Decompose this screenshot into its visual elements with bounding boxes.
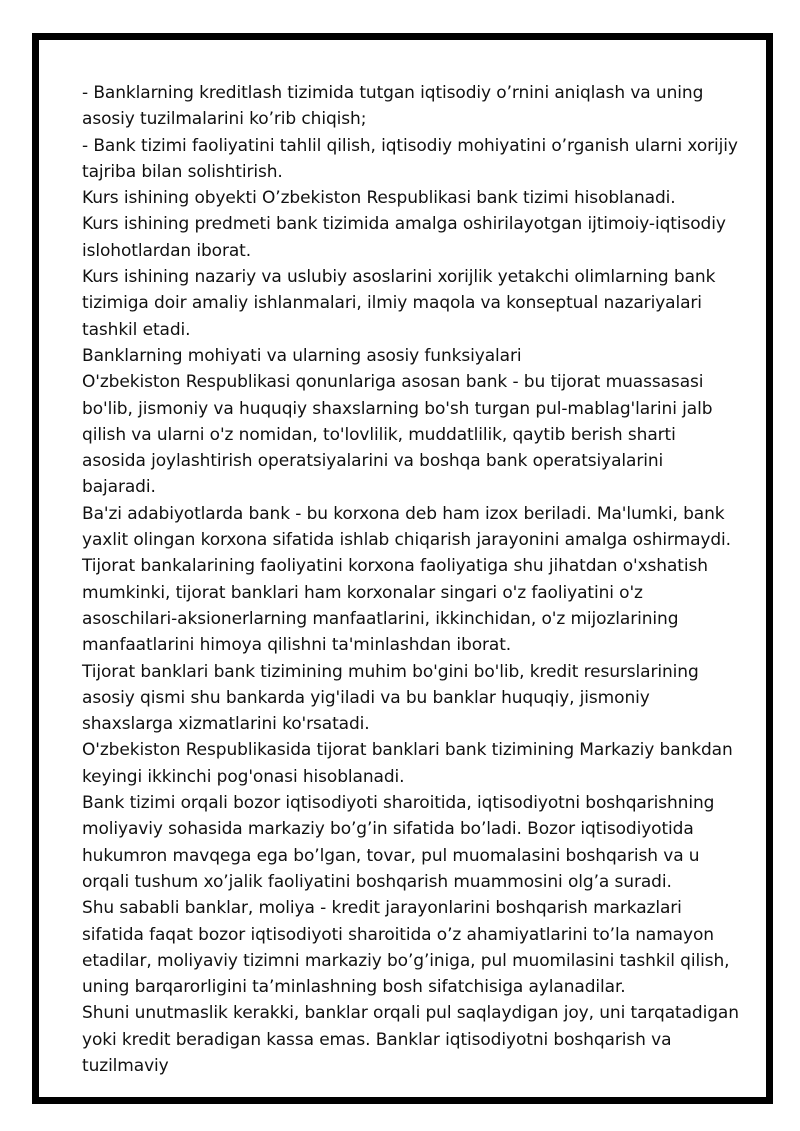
paragraph: Kurs ishining predmeti bank tizimida amalga oshirilayotgan ijtimoiy-iqtisodiy islohotlardan iborat. [82,214,726,261]
paragraph: - Banklarning kreditlash tizimida tutgan iqtisodiy o’rnini aniqlash va uning asosiy tuzilmalarini ko’rib chiqish; [82,83,704,130]
paragraph: O'zbekiston Respublikasida tijorat banklari bank tizimining Markaziy bankdan keyingi ikkinchi pog'onasi hisoblanadi. [82,740,733,787]
paragraph: Kurs ishining obyekti O’zbekiston Respublikasi bank tizimi hisoblanadi. [82,188,676,209]
document-body [82,80,742,1079]
paragraph: O'zbekiston Respublikasi qonunlariga asosan bank - bu tijorat muassasasi bo'lib, jismoniy va huquqiy shaxslarning bo'sh turgan pul-mablag'larini jalb qilish va ularni o'z nomidan, to'lovlilik, muddatlilik, qaytib berish sharti asosida joylashtirish operatsiyalarini va boshqa bank operatsiyalarini bajaradi. [82,372,713,498]
paragraph: Shuni unutmaslik kerakki, banklar orqali pul saqlaydigan joy, uni tarqatadigan yoki kredit beradigan kassa emas. Banklar iqtisodiyotni boshqarish va tuzilmaviy [82,1003,739,1076]
paragraph: Bank tizimi orqali bozor iqtisodiyoti sharoitida, iqtisodiyotni boshqarishning moliyaviy sohasida markaziy bo’g’in sifatida bo’ladi. Bozor iqtisodiyotida hukumron mavqega ega bo’lgan, tovar, pul muomalasini boshqarish va u orqali tushum xo’jalik faoliyatini boshqarish muammosini olg’a suradi. [82,793,715,892]
section-heading: Banklarning mohiyati va ularning asosiy funksiyalari [82,345,522,366]
page-frame [32,33,773,1104]
paragraph: Tijorat banklari bank tizimining muhim bo'gini bo'lib, kredit resurslarining asosiy qismi shu bankarda yig'iladi va bu banklar huquqiy, jismoniy shaxslarga xizmatlarini ko'rsatadi. [82,661,699,735]
paragraph: Ba'zi adabiyotlarda bank - bu korxona deb ham izox beriladi. Ma'lumki, bank yaxlit olingan korxona sifatida ishlab chiqarish jarayonini amalga oshirmaydi. Tijorat bankalarining faoliyatini korxona faoliyatiga shu jihatdan o'xshatish mumkinki, tijorat banklari ham korxonalar singari o'z faoliyatini o'z asoschilari-aksionerlarning manfaatlarini, ikkinchidan, o'z mijozlarining manfaatlarini himoya qilishni ta'minlashdan iborat. [82,503,731,656]
paragraph: Kurs ishining nazariy va uslubiy asoslarini xorijlik yetakchi olimlarning bank tizimiga doir amaliy ishlanmalari, ilmiy maqola va konseptual nazariyalari tashkil etadi. [82,267,716,340]
paragraph: - Bank tizimi faoliyatini tahlil qilish, iqtisodiy mohiyatini o’rganish ularni xorijiy tajriba bilan solishtirish. [82,135,738,182]
paragraph: Shu sababli banklar, moliya - kredit jarayonlarini boshqarish markazlari sifatida faqat bozor iqtisodiyoti sharoitida o’z ahamiyatlarini to’la namayon etadilar, moliyaviy tizimni markaziy bo’g’iniga, pul muomilasini tashkil qilish, uning barqarorligini ta’minlashning bosh sifatchisiga aylanadilar. [82,898,730,998]
